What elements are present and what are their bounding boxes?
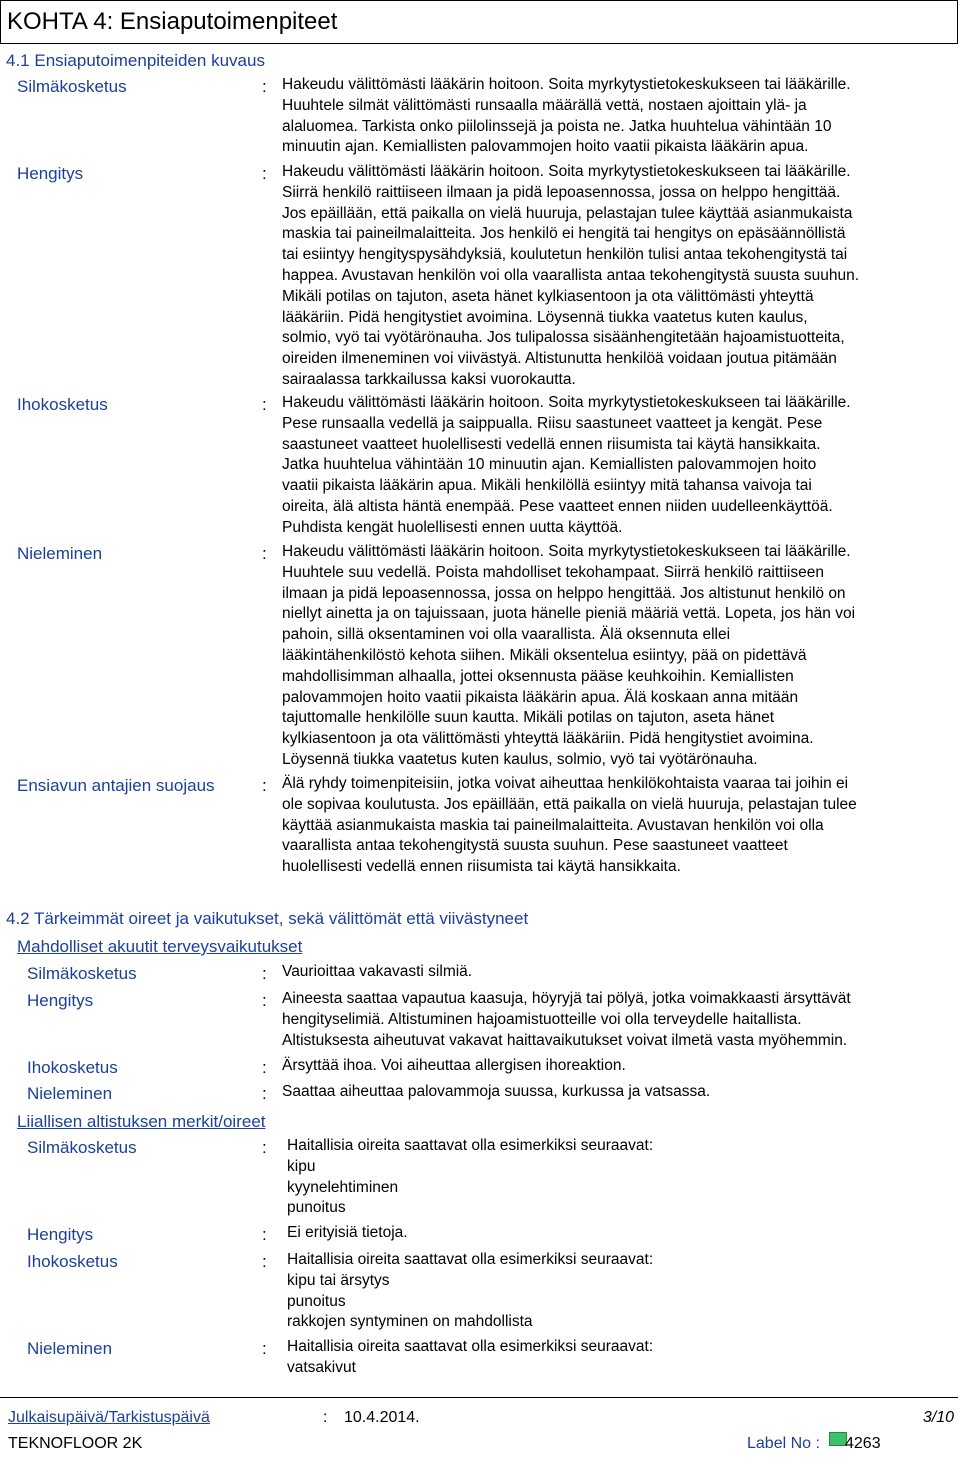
colon: : [262,776,267,795]
overexposure-label-eye-contact: Silmäkosketus [27,1138,137,1157]
colon: : [262,1339,267,1358]
overexposure-label-inhalation: Hengitys [27,1225,94,1244]
colon: : [262,1138,267,1157]
colon: : [262,395,267,414]
subsection-title-4-1: 4.1 Ensiaputoimenpiteiden kuvaus [6,51,265,70]
acute-effects-heading: Mahdolliset akuutit terveysvaikutukset [17,937,303,956]
first-aid-inhalation-text: Hakeudu välittömästi lääkärin hoitoon. Soita myrkytystietokeskukseen tai lääkärille. Siirrä henkilö raittiiseen ilmaan ja pidä lepoasennossa, jossa on helppo hengittää. Jos epäillään, että paikalla on vielä huuruja, pelastajan tulee käyttää asianmukaista maskia tai paineilmalaitteita. Jos henkilö ei hengitä tai hengitys on epäsäännöllistä tai esiintyy hengityspysähdyksiä, koulutetun henkilön tulisi antaa tekohengitystä tai happea. Avustavan henkilön voi olla vaarallista antaa tekohengitystä suusta suuhun. Mikäli potilas on tajuton, aseta hänet kylkiasentoon ja ota välittömästi yhteyttä lääkäriin. Pidä hengitystiet avoimina. Löysennä tiukka vaatetus kuten kaulus, solmio, vyö tai vyötärönauha. Jos tulipalossa sisäänhengitetään hajoamistuotteita, oireiden ilmeneminen voi viivästyä. Altistunutta henkilöä voidaan joutua pitämään sairaalassa tarkkailussa kaksi vuorokautta. [282,163,860,388]
colon: : [262,1058,267,1077]
colon: : [323,1409,328,1426]
footer-date-label: Julkaisupäivä/Tarkistuspäivä [8,1409,210,1426]
page-number: 3/10 [922,1409,954,1426]
label-no-label: Label No : [747,1435,820,1452]
subsection-title-4-2: 4.2 Tärkeimmät oireet ja vaikutukset, sekä välittömät että viivästyneet [6,909,529,928]
row-label-ingestion: Nieleminen [17,544,103,563]
acute-ingestion-text: Saattaa aiheuttaa palovammoja suussa, kurkussa ja vatsassa. [282,1083,711,1100]
section-title: KOHTA 4: Ensiaputoimenpiteet [7,8,338,35]
overexposure-inhalation-text: Ei erityisiä tietoja. [287,1224,408,1241]
colon: : [262,1225,267,1244]
acute-skin-contact-text: Ärsyttää ihoa. Voi aiheuttaa allergisen ihoreaktion. [282,1057,626,1074]
row-label-eye-contact: Silmäkosketus [17,77,127,96]
overexposure-heading: Liiallisen altistuksen merkit/oireet [17,1112,266,1131]
product-name: TEKNOFLOOR 2K [8,1435,143,1452]
first-aid-ingestion-text: Hakeudu välittömästi lääkärin hoitoon. Soita myrkytystietokeskukseen tai lääkärille. Huuhtele suu vedellä. Poista mahdolliset tekohampaat. Siirrä henkilö raittiiseen ilmaan ja pidä lepoasennossa, jossa on helppo hengittää. Jos altistunut henkilö on niellyt ainetta ja on tajuissaan, juota hänelle pieniä määriä vettä. Lopeta, jos hän voi pahoin, sillä oksentaminen voi olla vaarallista. Älä oksennuta ellei lääkintähenkilöstö kehota siihen. Mikäli oksentelua esiintyy, pää on pidettävä mahdollisimman alhaalla, jottei oksennusta pääse keuhkoihin. Kemiallisten palovammojen hoito vaatii pikaista lääkärin apua. Älä koskaan anna mitään tajuttomalle henkilölle suun kautta. Mikäli potilas on tajuton, aseta hänet kylkiasentoon ja ota välittömästi yhteyttä lääkäriin. Pidä hengitystiet avoimina. Löysennä tiukka vaatetus kuten kaulus, solmio, vyö tai vyötärönauha. [282,543,856,768]
overexposure-ingestion-text: Haitallisia oireita saattavat olla esimerkiksi seuraavat: vatsakivut [287,1338,654,1376]
overexposure-skin-contact-text: Haitallisia oireita saattavat olla esimerkiksi seuraavat: kipu tai ärsytys punoitus rakkojen syntyminen on mahdollista [287,1251,654,1331]
colon: : [262,1252,267,1271]
first-aid-eye-contact-text: Hakeudu välittömästi lääkärin hoitoon. Soita myrkytystietokeskukseen tai lääkärille. Huuhtele silmät välittömästi runsaalla määrällä vettä, nostaen ajoittain ylä- ja alaluomea. Tarkista onko piilolinssejä ja poista ne. Jatka huuhtelua vähintään 10 minuutin ajan. Kemiallisten palovammojen hoito vaatii pikaista lääkärin apua. [282,76,851,156]
acute-label-eye-contact: Silmäkosketus [27,964,137,983]
label-no-value: 4263 [845,1435,881,1452]
acute-label-inhalation: Hengitys [27,991,94,1010]
row-label-skin-contact: Ihokosketus [17,395,108,414]
first-aider-protection-text: Älä ryhdy toimenpiteisiin, jotka voivat aiheuttaa henkilökohtaista vaaraa tai joihin ei ole sopivaa koulutusta. Jos epäillään, että paikalla on vielä huuruja, pelastajan tulee käyttää asianmukaista maskia tai paineilmalaitteita. Avustavan henkilön voi olla vaarallista antaa tekohengitystä suusta suuhun. Pese saastuneet vaatteet huolellisesti vedellä ennen riisumista tai käytä hansikkaita. [282,775,857,876]
acute-inhalation-text: Aineesta saattaa vapautua kaasuja, höyryjä tai pölyä, jotka voimakkaasti ärsyttävät hengityselimiä. Altistuminen hajoamistuotteille voi olla terveydelle haitallista. Altistuksesta aiheutuvat vakavat haittavaikutukset voivat ilmetä vasta myöhemmin. [282,990,851,1049]
first-aid-skin-contact-text: Hakeudu välittömästi lääkärin hoitoon. Soita myrkytystietokeskukseen tai lääkärille. Pese runsaalla vedellä ja saippualla. Riisu saastuneet vaatteet ja kengät. Pese saastuneet vaatteet huolellisesti vedellä ennen riisumista tai käytä hansikkaita. Jatka huuhtelua vähintään 10 minuutin ajan. Kemiallisten palovammojen hoito vaatii pikaista lääkärin apua. Mikäli henkilöllä esiintyy mitä tahansa vaivoja tai oireita, älä altista häntä enempää. Pese vaatteet ennen niiden uudelleenkäyttöä. Puhdista kengät huolellisesti ennen uutta käyttöä. [282,394,851,536]
acute-label-ingestion: Nieleminen [27,1084,113,1103]
colon: : [262,164,267,183]
colon: : [262,991,267,1010]
overexposure-label-skin-contact: Ihokosketus [27,1252,118,1271]
colon: : [262,1084,267,1103]
footer-divider [0,1397,958,1398]
row-label-inhalation: Hengitys [17,164,84,183]
acute-eye-contact-text: Vaurioittaa vakavasti silmiä. [282,963,473,980]
section-header [0,0,958,44]
overexposure-eye-contact-text: Haitallisia oireita saattavat olla esimerkiksi seuraavat: kipu kyynelehtiminen punoitus [287,1137,654,1217]
overexposure-label-ingestion: Nieleminen [27,1339,113,1358]
colon: : [262,544,267,563]
colon: : [262,77,267,96]
footer-date: 10.4.2014. [344,1409,420,1426]
colon: : [262,964,267,983]
acute-label-skin-contact: Ihokosketus [27,1058,118,1077]
row-label-first-aider-protection: Ensiavun antajien suojaus [17,776,215,795]
